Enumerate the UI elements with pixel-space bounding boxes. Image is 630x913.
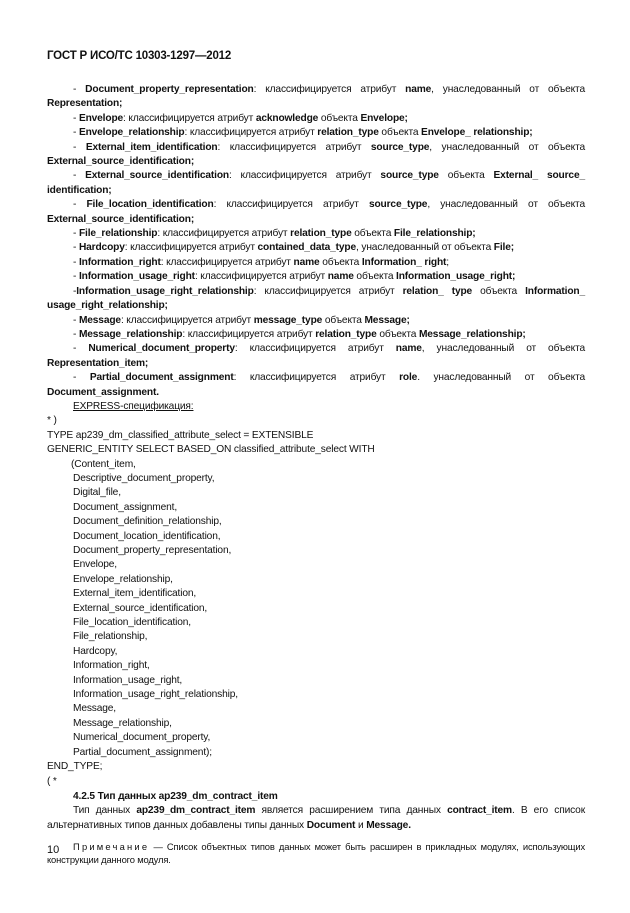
- code-entry: Document_location_identification,: [73, 530, 221, 542]
- object-name: File_relationship;: [393, 228, 476, 240]
- type-name: ap239_dm_contract_item: [136, 805, 256, 817]
- entity-name: Envelope: [78, 112, 124, 124]
- object-name: Information_ right: [361, 256, 447, 268]
- list-item: [47, 285, 585, 314]
- entity-name: Information_usage_right_relationship: [76, 285, 254, 297]
- list-item: [47, 256, 585, 270]
- entity-name: Partial_document_assignment: [89, 372, 234, 384]
- attribute-name: source_type: [380, 170, 439, 182]
- entity-name: Message_relationship: [78, 328, 183, 340]
- attribute-name: relation_type: [317, 127, 379, 139]
- text: ;: [446, 256, 449, 268]
- list-item: [47, 314, 585, 328]
- text: и: [355, 819, 367, 831]
- list-dash: -: [73, 170, 86, 182]
- entity-name: External_item_identification: [85, 141, 218, 153]
- list-dash: -: [73, 141, 86, 153]
- text: : классифицируется атрибут: [123, 112, 256, 124]
- list-item: [47, 227, 585, 241]
- note-paragraph: [47, 840, 585, 866]
- entity-name: Hardcopy: [78, 242, 125, 254]
- page-number: 10: [47, 844, 60, 856]
- entity-name: Document_property_representation: [85, 84, 254, 95]
- object-name: Document_assignment.: [47, 386, 159, 398]
- object-name: Message_relationship;: [418, 328, 526, 340]
- code-entry: Digital_file,: [73, 487, 121, 499]
- code-entry: Document_property_representation,: [73, 545, 232, 556]
- text: , унаследованный от объекта: [431, 84, 585, 95]
- text: : классифицируется атрибут: [217, 141, 371, 153]
- code-entry: Message_relationship,: [73, 717, 172, 729]
- code-entry: Envelope_relationship,: [73, 573, 173, 585]
- code-entry: Descriptive_document_property,: [73, 472, 215, 484]
- code-entry: Information_usage_right,: [73, 674, 183, 686]
- list-dash: -: [73, 228, 79, 240]
- attribute-name: contained_data_type: [257, 242, 357, 254]
- text: объекта: [319, 256, 362, 268]
- code-list-open: (Content_item,: [71, 458, 136, 470]
- code-entry: Partial_document_assignment);: [73, 746, 212, 758]
- list-item: [47, 241, 585, 255]
- text: : классифицируется атрибут: [253, 285, 403, 297]
- text: объекта: [353, 271, 397, 283]
- object-name: External_ source_ identification;: [47, 170, 585, 196]
- text: : классифицируется атрибут: [120, 314, 254, 326]
- object-name: Representation;: [47, 98, 123, 110]
- entity-name: Envelope_relationship: [78, 127, 185, 139]
- text: объекта: [376, 328, 419, 340]
- attribute-name: message_type: [253, 314, 323, 326]
- object-name: Information_ usage_right_relationship;: [47, 285, 585, 312]
- list-dash: -: [73, 343, 89, 355]
- list-item: [47, 328, 585, 342]
- text: : классифицируется атрибут: [160, 256, 294, 268]
- text: , унаследованный от объекта: [427, 199, 585, 211]
- object-name: Information_usage_right;: [396, 271, 516, 283]
- note-label: Примечание: [73, 841, 150, 853]
- text: объекта: [322, 314, 365, 326]
- list-item: [47, 141, 585, 170]
- code-entry-list: [47, 472, 585, 760]
- code-entry: Information_right,: [73, 660, 150, 672]
- code-entry: File_relationship,: [73, 631, 148, 643]
- code-entry: External_source_identification,: [73, 602, 208, 614]
- entity-name: Information_usage_right: [78, 271, 195, 283]
- list-item: [47, 371, 585, 400]
- entity-name: External_source_identification: [85, 170, 229, 182]
- express-code-block: [47, 414, 585, 789]
- text: : классифицируется атрибут: [233, 372, 400, 384]
- text: . унаследованный от объекта: [417, 372, 585, 384]
- text: : классифицируется атрибут: [228, 170, 381, 182]
- text: : классифицируется атрибут: [194, 271, 328, 283]
- attribute-name: source_type: [370, 141, 430, 153]
- entity-name: Message: [78, 314, 121, 326]
- code-open: * ): [47, 415, 57, 427]
- list-dash: -: [73, 242, 79, 254]
- list-dash: -: [73, 271, 79, 283]
- list-item: [47, 342, 585, 371]
- object-name: Envelope_ relationship;: [421, 127, 533, 139]
- text: является расширением типа данных: [255, 805, 448, 817]
- attribute-name: source_type: [368, 199, 428, 211]
- code-entry: Document_assignment,: [73, 501, 178, 513]
- object-name: Message;: [364, 314, 410, 326]
- list-dash: -: [73, 84, 86, 95]
- code-entry: Document_definition_relationship,: [73, 516, 222, 528]
- attribute-name: acknowledge: [255, 112, 319, 124]
- type-name: Document: [306, 819, 356, 831]
- entity-name: File_relationship: [78, 228, 158, 240]
- code-entry: External_item_identification,: [73, 588, 197, 600]
- entity-name: Information_right: [78, 256, 161, 268]
- attribute-name: name: [293, 256, 320, 268]
- entity-name: File_location_identification: [86, 199, 214, 211]
- list-dash: -: [73, 256, 79, 268]
- text: объекта: [378, 127, 422, 139]
- text: объекта: [438, 170, 494, 182]
- list-dash: -: [73, 372, 90, 384]
- object-name: Representation_item;: [47, 357, 149, 369]
- attribute-name: relation_type: [290, 228, 352, 240]
- text: : классифицируется атрибут: [182, 328, 316, 340]
- code-close: ( *: [47, 775, 57, 787]
- attribute-name: name: [395, 343, 422, 355]
- text: . В его список альтернативных типов данных добавлены типы данных: [47, 805, 585, 831]
- text: , унаследованный от объекта: [356, 242, 494, 254]
- list-item: [47, 198, 585, 227]
- code-entry: Message,: [73, 703, 116, 715]
- type-name: Message.: [366, 819, 411, 831]
- code-entry: Hardcopy,: [73, 645, 118, 657]
- text: : классифицируется атрибут: [124, 242, 258, 254]
- list-dash: -: [73, 199, 87, 211]
- text: : классифицируется атрибут: [213, 199, 369, 211]
- object-name: External_source_identification;: [47, 156, 195, 168]
- code-select-line: GENERIC_ENTITY SELECT BASED_ON classified_attribute_select WITH: [47, 444, 375, 456]
- text: , унаследованный от объекта: [421, 343, 585, 355]
- text: : классифицируется атрибут: [157, 228, 291, 240]
- list-dash: -: [73, 112, 79, 124]
- list-item: [47, 126, 585, 140]
- note-text: — Список объектных типов данных может быть расширен в прикладных модулях, использующих конструкции данного модуля.: [47, 841, 585, 866]
- code-end-type: END_TYPE;: [47, 761, 103, 773]
- text: объекта: [472, 285, 526, 297]
- list-dash: -: [73, 127, 79, 139]
- list-dash: -: [73, 314, 79, 326]
- list-item: [47, 83, 585, 112]
- list-item: [47, 270, 585, 284]
- object-name: External_source_identification;: [47, 213, 195, 225]
- text: объекта: [318, 112, 361, 124]
- text: : классифицируется атрибут: [234, 343, 396, 355]
- list-dash: -: [73, 328, 79, 340]
- text: , унаследованный от объекта: [429, 141, 585, 153]
- section-paragraph: [47, 804, 585, 833]
- text: Тип данных: [73, 805, 137, 817]
- attribute-name: relation_ type: [402, 285, 473, 297]
- text: : классифицируется атрибут: [184, 127, 318, 139]
- object-name: File;: [493, 242, 514, 254]
- code-entry: Numerical_document_property,: [73, 732, 211, 744]
- list-dash: -: [73, 285, 77, 297]
- type-name: contract_item: [447, 805, 512, 817]
- attribute-name: role: [399, 372, 418, 384]
- attribute-name: relation_type: [315, 328, 377, 340]
- document-header: ГОСТ Р ИСО/ТС 10303-1297—2012: [47, 50, 232, 62]
- text: объекта: [351, 228, 394, 240]
- entity-name: Numerical_document_property: [88, 343, 235, 355]
- list-item: [47, 169, 585, 198]
- list-item: [47, 112, 585, 126]
- attribute-name: name: [327, 271, 354, 283]
- classification-list: [47, 83, 585, 400]
- section-heading: 4.2.5 Тип данных ap239_dm_contract_item: [73, 790, 278, 802]
- attribute-name: name: [405, 84, 432, 95]
- page-content: [47, 83, 585, 866]
- code-entry: Envelope,: [73, 559, 117, 571]
- express-spec-label: EXPRESS-спецификация:: [73, 400, 194, 412]
- code-entry: File_location_identification,: [73, 617, 191, 629]
- code-type-line: TYPE ap239_dm_classified_attribute_select = EXTENSIBLE: [47, 429, 314, 441]
- object-name: Envelope;: [360, 112, 408, 124]
- text: : классифицируется атрибут: [253, 84, 406, 95]
- code-entry: Information_usage_right_relationship,: [73, 689, 238, 701]
